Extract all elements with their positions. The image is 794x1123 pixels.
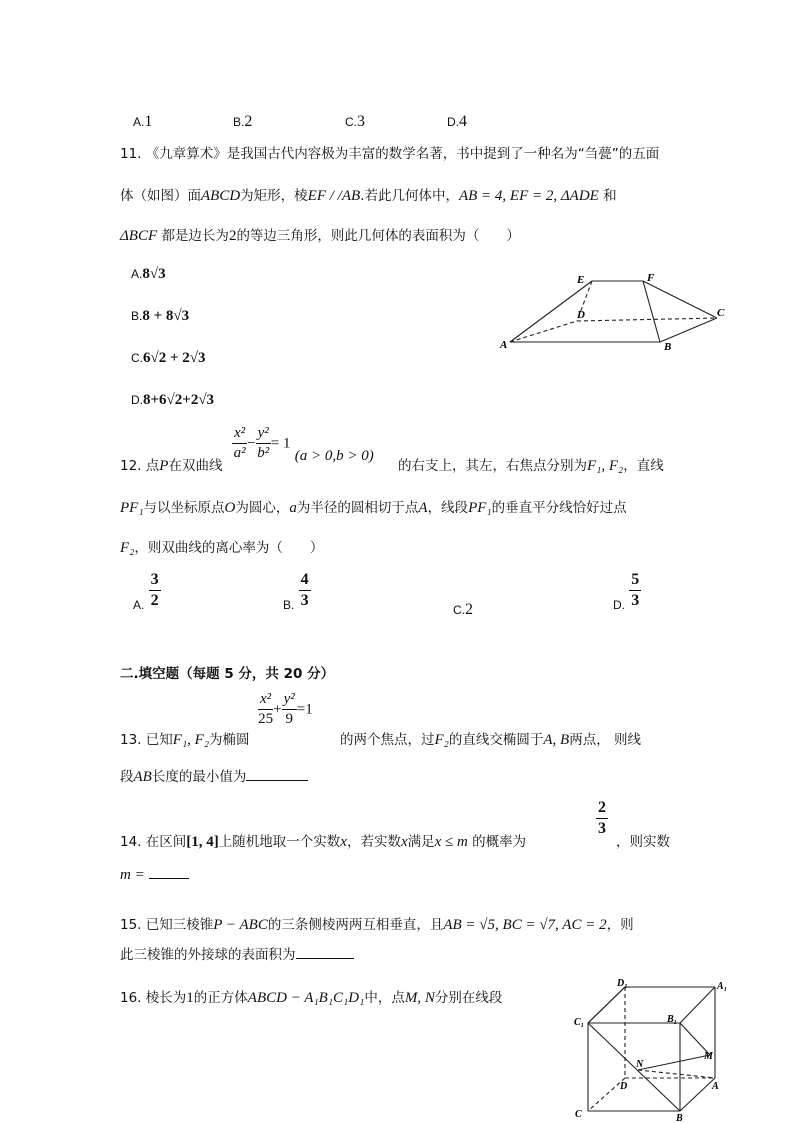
label-m: M (704, 1051, 713, 1062)
q12-option-a: A. $\frac{3}{2}$ (133, 571, 159, 612)
q11-line1: 11. 《九章算术》是我国古代内容极为丰富的数学名著，书中提到了一种名为“刍甍”的五面 (120, 146, 660, 162)
q12-hyperbola-eq: $\frac{\text{x²}}{\text{a²}}$ − $\frac{\text{y²}}{\text{b²}}$ = 1 (a > 0,b > 0) (233, 425, 374, 464)
q12-option-b: B. $\frac{4}{3}$ (283, 571, 309, 612)
q11-option-d: D.8+6√2+2√3 (131, 392, 215, 408)
q12-line2: PF₁与以坐标原点O为圆心，a为半径的圆相切于点A，线段PF₁的垂直平分线恰好过点 (120, 500, 627, 516)
q12-option-c: C.2 (453, 601, 473, 618)
q10-option-b: B.2 (233, 113, 253, 130)
q10-option-a: A.1 (133, 113, 153, 130)
q11-option-c: C.6√2 + 2√3 (131, 350, 206, 366)
q13-ellipse-eq: $\frac{\text{x²}}{25}$ + $\frac{\text{y²}}{9}$ =1 (258, 691, 313, 727)
q12-line3: F₂，则双曲线的离心率为（ ） (120, 540, 324, 556)
section-fill-in-heading: 二.填空题（每题 5 分，共 20 分） (120, 666, 335, 682)
label-a1: A₁ (717, 981, 728, 992)
q10-option-c: C.3 (345, 113, 365, 130)
q11-line2: 体（如图）面ABCD为矩形，棱EF / /AB.若此几何体中，AB = 4, EF = 2, ΔADE 和 (120, 188, 617, 204)
label-a: A (712, 1081, 719, 1092)
q15-line2: 此三棱锥的外接球的表面积为 (120, 944, 354, 965)
q10-option-d: D.4 (447, 113, 467, 130)
label-c1: C₁ (574, 1017, 585, 1028)
label-b: B (664, 341, 672, 353)
q15-line1: 15. 已知三棱锥P − ABC的三条侧棱两两互相垂直，且AB = √5, BC = √7, AC = 2，则 (120, 917, 634, 933)
q14-probability: $\frac{2}{3}$ (598, 799, 606, 837)
label-b1: B₁ (667, 1014, 678, 1025)
q11-polyhedron-figure (495, 268, 735, 358)
q11-line3: ΔBCF 都是边长为2的等边三角形，则此几何体的表面积为（ ） (120, 228, 520, 244)
q14-line1: 14. 在区间[1, 4]上随机地取一个实数x，若实数x满足x ≤ m 的概率为 $\frac{2}{3}$ ，则实数 (120, 799, 670, 850)
label-d: D (620, 1081, 628, 1092)
edge-ad (510, 321, 577, 342)
label-c: C (575, 1109, 582, 1120)
q13-answer-blank[interactable] (246, 766, 308, 781)
label-n: N (636, 1059, 644, 1070)
label-f: F (647, 272, 655, 284)
label-c: C (717, 307, 725, 319)
q11-option-b: B.8 + 8√3 (131, 308, 190, 324)
edge-dc (577, 318, 717, 321)
q16-cube-figure (570, 975, 730, 1123)
q11-option-a: A.8√3 (131, 266, 166, 282)
label-d: D (577, 309, 585, 321)
label-e: E (577, 274, 585, 286)
label-b: B (676, 1113, 683, 1123)
q12-line1: 12. 点P在双曲线 $\frac{\text{x²}}{\text{a²}}$ − $\frac{\text{y²}}{\text{b²}}$ = 1 (a > 0,b > 0) 的右支上，其左，右焦点分别为F₁, F₂，直线 (120, 425, 664, 474)
q14-answer-blank[interactable] (149, 864, 189, 879)
q15-answer-blank[interactable] (296, 944, 354, 959)
q14-line2: m = (120, 864, 189, 885)
q10-options (133, 108, 633, 132)
edge-fb (643, 281, 660, 342)
edge-bc (660, 318, 717, 342)
label-a: A (500, 339, 508, 351)
edge-fc (643, 281, 717, 318)
q13-line2: 段AB长度的最小值为 (120, 766, 308, 787)
q12-option-d: D. $\frac{5}{3}$ (613, 571, 640, 612)
q16-line1: 16. 棱长为1的正方体ABCD − A₁B₁C₁D₁中，点M, N分别在线段 (120, 990, 503, 1006)
label-d1: D₁ (617, 978, 628, 989)
q13-line1: 13. 已知F₁, F₂为椭圆 $\frac{\text{x²}}{25}$ + $\frac{\text{y²}}{9}$ =1 的两个焦点，过F₂的直线交椭圆于A, B两点， 则线 (120, 691, 642, 748)
